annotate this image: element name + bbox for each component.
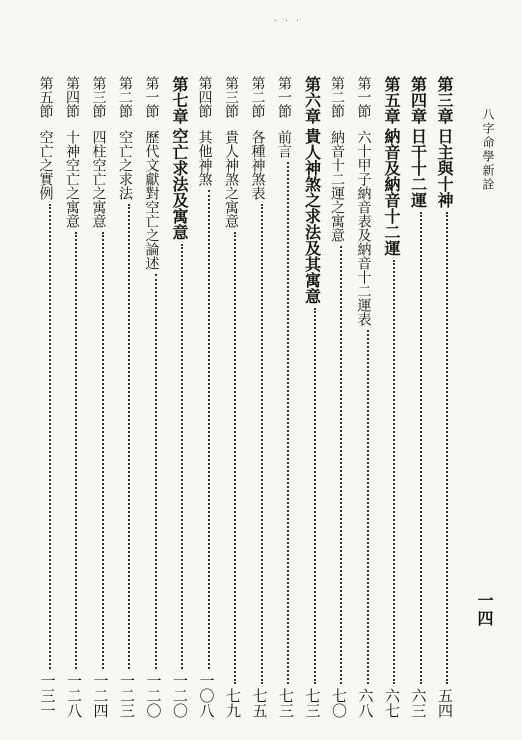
toc-entry-page: 七九 — [224, 688, 242, 718]
toc-section-entry[interactable] — [330, 76, 352, 718]
toc-entry-label: 第四節 — [64, 76, 80, 118]
toc-entry-page: 一二〇 — [144, 673, 163, 718]
toc-section-entry[interactable] — [224, 76, 246, 718]
page-number: 一四 — [475, 592, 494, 628]
toc-entry-label: 第二節 — [249, 76, 266, 118]
toc-entry-label: 第六章 — [302, 76, 322, 124]
toc-entry-label: 第一節 — [276, 76, 292, 118]
toc-section-entry[interactable] — [39, 76, 61, 718]
toc-section-entry[interactable] — [277, 76, 299, 718]
toc-entry-label: 第三節 — [223, 76, 239, 118]
toc-entry-page: 七三 — [303, 688, 322, 718]
toc-entry-page: 一二八 — [65, 673, 83, 718]
toc-section-entry[interactable] — [118, 76, 140, 718]
toc-chapter-entry[interactable] — [171, 76, 193, 718]
leader-dots — [102, 232, 104, 669]
toc-section-entry[interactable] — [198, 76, 220, 718]
toc-entry-title: 日主與十神 — [435, 128, 454, 208]
leader-dots — [446, 212, 448, 684]
leader-dots — [155, 274, 157, 669]
toc-entry-page: 六八 — [356, 688, 375, 718]
toc-entry-page: 一二四 — [91, 673, 110, 718]
toc-entry-title: 納音及納音十二運 — [382, 128, 401, 256]
toc-section-entry[interactable] — [92, 76, 114, 718]
leader-dots — [49, 204, 51, 669]
leader-dots — [420, 212, 422, 684]
leader-dots — [128, 204, 130, 669]
toc-entry-label: 第三章 — [435, 76, 454, 124]
toc-section-entry[interactable] — [145, 76, 167, 718]
toc-entry-title: 貴人神煞之求法及其寓意 — [302, 128, 322, 304]
toc-entry-page: 七三 — [277, 688, 295, 718]
toc-section-entry[interactable] — [357, 76, 379, 718]
toc-entry-label: 第四節 — [196, 76, 213, 118]
toc-entry-label: 第五章 — [382, 76, 401, 124]
toc-entry-page: 一二三 — [118, 673, 136, 718]
toc-entry-label: 第一節 — [355, 76, 372, 118]
toc-entry-title: 空亡之求法 — [117, 130, 133, 200]
toc-entry-title: 各種神煞表 — [249, 130, 266, 200]
book-title-header: 八字命學新詮 — [481, 108, 495, 192]
leader-dots — [261, 204, 263, 684]
toc-section-entry[interactable] — [251, 76, 273, 718]
toc-entry-title: 空亡求法及寓意 — [170, 128, 189, 240]
toc-entry-title: 歷代文獻對空亡之論述 — [143, 130, 160, 270]
toc-entry-title: 納音十二運之寓意 — [329, 130, 345, 242]
toc-entry-page: 五四 — [436, 688, 454, 718]
toc-entry-page: 六三 — [409, 688, 428, 718]
toc-entry-label: 第一節 — [143, 76, 160, 118]
toc-entry-page: 六七 — [383, 688, 401, 718]
toc-entry-label: 第七章 — [170, 76, 189, 124]
toc-entry-label: 第三節 — [90, 76, 107, 118]
leader-dots — [393, 260, 395, 684]
toc-chapter-entry[interactable] — [383, 76, 405, 718]
leader-dots — [287, 162, 289, 684]
top-mark: . . . — [274, 14, 302, 23]
leader-dots — [208, 190, 210, 669]
toc-entry-title: 空亡之實例 — [37, 130, 54, 200]
toc-entry-title: 貴人神煞之寓意 — [223, 130, 239, 228]
toc-entry-title: 日干十二運 — [408, 128, 428, 208]
leader-dots — [75, 232, 77, 669]
toc-entry-page: 七〇 — [330, 688, 348, 718]
toc-section-entry[interactable] — [65, 76, 87, 718]
toc-entry-page: 一二〇 — [171, 673, 189, 718]
toc-entry-title: 其他神煞 — [196, 130, 213, 186]
leader-dots — [234, 232, 236, 684]
toc-entry-label: 第二節 — [117, 76, 133, 118]
toc-entry-page: 一〇八 — [197, 673, 216, 718]
toc-entry-page: 一三一 — [38, 673, 57, 718]
toc-entry-label: 第五節 — [37, 76, 54, 118]
toc-chapter-entry[interactable] — [410, 76, 432, 718]
leader-dots — [181, 244, 183, 669]
leader-dots — [367, 330, 369, 684]
toc-entry-title: 六十甲子納音表及納音十二運表 — [355, 130, 372, 326]
toc-entry-title: 十神空亡之寓意 — [64, 130, 80, 228]
toc-entry-label: 第四章 — [408, 76, 428, 124]
leader-dots — [340, 246, 342, 684]
toc-chapter-entry[interactable] — [304, 76, 326, 718]
leader-dots — [314, 308, 316, 684]
toc-chapter-entry[interactable] — [436, 76, 458, 718]
toc-entry-page: 七五 — [250, 688, 269, 718]
toc-entry-title: 四柱空亡之寓意 — [90, 130, 107, 228]
toc-entry-title: 前言 — [276, 130, 292, 158]
toc-entry-label: 第二節 — [329, 76, 345, 118]
